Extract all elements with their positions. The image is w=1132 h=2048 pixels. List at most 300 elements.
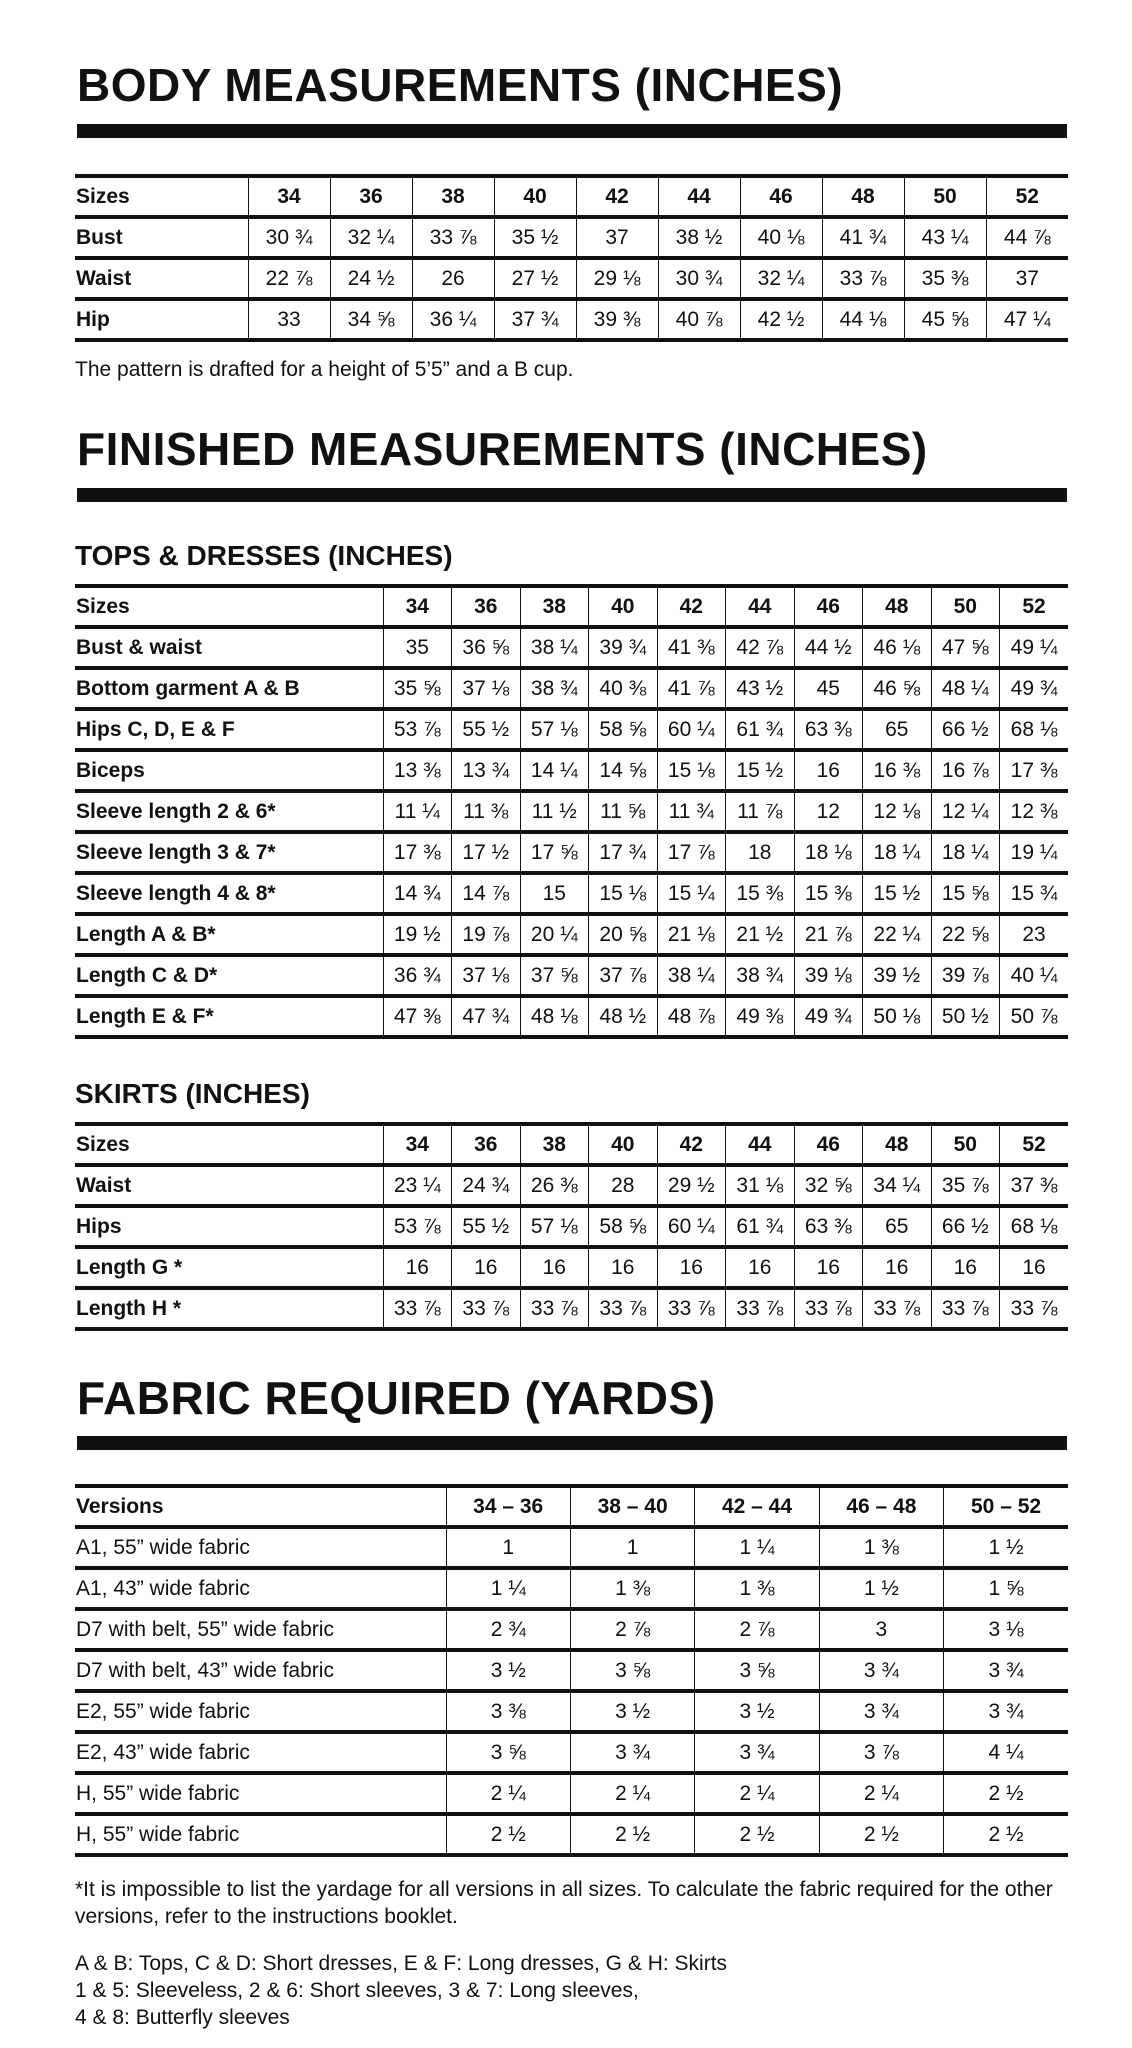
table-cell: 14 ⅞ — [452, 873, 521, 914]
table-cell: 19 ⅞ — [452, 914, 521, 955]
table-cell: 15 ⅜ — [794, 873, 863, 914]
table-cell: 35 ½ — [494, 217, 576, 258]
table-cell: 3 ⅝ — [695, 1650, 819, 1691]
table-cell: 37 ⅜ — [1000, 1165, 1069, 1206]
table-cell: 17 ⅜ — [383, 832, 452, 873]
table-cell: 17 ½ — [452, 832, 521, 873]
table-cell: 50 ⅞ — [1000, 996, 1069, 1037]
table-row — [75, 1773, 1068, 1814]
skirts-title: SKIRTS (INCHES) — [75, 1078, 310, 1109]
table-cell: 11 ⅜ — [452, 791, 521, 832]
table-cell: 48 ⅞ — [657, 996, 726, 1037]
table-cell: 32 ¼ — [740, 258, 822, 299]
table-cell: 1 ⅜ — [819, 1527, 943, 1568]
table-row — [75, 299, 1068, 340]
table-cell: 57 ⅛ — [520, 1206, 589, 1247]
table-row — [75, 1165, 1068, 1206]
table-cell: 19 ½ — [383, 914, 452, 955]
table-header-row — [75, 1486, 1068, 1527]
table-cell: 27 ½ — [494, 258, 576, 299]
table-cell: 39 ⅛ — [794, 955, 863, 996]
table-row — [75, 832, 1068, 873]
table-cell: 15 ⅜ — [726, 873, 795, 914]
table-cell: 58 ⅝ — [589, 1206, 658, 1247]
table-cell: 33 ⅞ — [657, 1288, 726, 1329]
column-header: 46 — [740, 176, 822, 217]
table-cell: 39 ⅜ — [576, 299, 658, 340]
table-cell: 65 — [863, 709, 932, 750]
table-cell: 13 ¾ — [452, 750, 521, 791]
table-cell: 42 ½ — [740, 299, 822, 340]
column-header: 40 — [589, 1124, 658, 1165]
table-cell: 30 ¾ — [658, 258, 740, 299]
table-cell: 3 ¾ — [819, 1650, 943, 1691]
table-row — [75, 1650, 1068, 1691]
table-cell: 16 — [657, 1247, 726, 1288]
row-label: D7 with belt, 43” wide fabric — [75, 1650, 446, 1691]
table-cell: 18 ¼ — [863, 832, 932, 873]
column-header: 42 — [657, 586, 726, 627]
table-cell: 42 ⅞ — [726, 627, 795, 668]
table-cell: 49 ¾ — [794, 996, 863, 1037]
table-cell: 21 ½ — [726, 914, 795, 955]
table-cell: 46 ⅝ — [863, 668, 932, 709]
row-label: Hips C, D, E & F — [75, 709, 383, 750]
table-cell: 21 ⅞ — [794, 914, 863, 955]
legend-line: 1 & 5: Sleeveless, 2 & 6: Short sleeves, 3 & 7: Long sleeves, — [75, 1979, 639, 2002]
table-cell: 15 ⅝ — [931, 873, 1000, 914]
column-header: 46 — [794, 586, 863, 627]
table-cell: 12 — [794, 791, 863, 832]
body-measurements-table — [75, 174, 1068, 342]
table-cell: 40 ⅜ — [589, 668, 658, 709]
table-cell: 15 ½ — [863, 873, 932, 914]
table-cell: 16 — [794, 750, 863, 791]
skirts-table — [75, 1122, 1068, 1331]
column-header: 42 – 44 — [695, 1486, 819, 1527]
table-cell: 15 ⅛ — [657, 750, 726, 791]
row-label: H, 55” wide fabric — [75, 1773, 446, 1814]
table-cell: 49 ⅜ — [726, 996, 795, 1037]
table-cell: 16 — [589, 1247, 658, 1288]
table-cell: 20 ⅝ — [589, 914, 658, 955]
column-header: 34 — [248, 176, 330, 217]
column-header-label: Sizes — [75, 1124, 383, 1165]
table-cell: 61 ¾ — [726, 709, 795, 750]
table-cell: 2 ½ — [944, 1773, 1068, 1814]
table-cell: 1 — [570, 1527, 694, 1568]
table-cell: 33 ⅞ — [520, 1288, 589, 1329]
column-header: 44 — [726, 1124, 795, 1165]
table-cell: 3 ¾ — [695, 1732, 819, 1773]
column-header: 42 — [657, 1124, 726, 1165]
table-cell: 13 ⅜ — [383, 750, 452, 791]
column-header: 52 — [1000, 1124, 1069, 1165]
row-label: H, 55” wide fabric — [75, 1814, 446, 1855]
table-row — [75, 1691, 1068, 1732]
column-header: 46 — [794, 1124, 863, 1165]
table-cell: 3 ⅛ — [944, 1609, 1068, 1650]
table-cell: 14 ⅝ — [589, 750, 658, 791]
column-header: 38 — [520, 586, 589, 627]
table-cell: 33 ⅞ — [931, 1288, 1000, 1329]
table-cell: 2 ½ — [819, 1814, 943, 1855]
row-label: Waist — [75, 1165, 383, 1206]
tops-dresses-table — [75, 584, 1068, 1039]
table-cell: 50 ⅛ — [863, 996, 932, 1037]
table-cell: 2 ½ — [944, 1814, 1068, 1855]
row-label: Sleeve length 2 & 6* — [75, 791, 383, 832]
table-cell: 37 — [986, 258, 1068, 299]
table-cell: 15 ⅛ — [589, 873, 658, 914]
row-label: A1, 55” wide fabric — [75, 1527, 446, 1568]
table-cell: 1 — [446, 1527, 570, 1568]
legend-line: A & B: Tops, C & D: Short dresses, E & F: Long dresses, G & H: Skirts — [75, 1952, 728, 1975]
table-cell: 44 ½ — [794, 627, 863, 668]
table-cell: 33 ⅞ — [726, 1288, 795, 1329]
table-cell: 26 ⅜ — [520, 1165, 589, 1206]
table-cell: 47 ⅜ — [383, 996, 452, 1037]
row-label: Hips — [75, 1206, 383, 1247]
table-cell: 3 ¾ — [819, 1691, 943, 1732]
table-cell: 3 ⅝ — [570, 1650, 694, 1691]
table-cell: 16 — [863, 1247, 932, 1288]
column-header: 44 — [726, 586, 795, 627]
table-cell: 2 ¼ — [446, 1773, 570, 1814]
table-cell: 33 ⅞ — [794, 1288, 863, 1329]
table-cell: 2 ½ — [446, 1814, 570, 1855]
table-cell: 3 ⅜ — [446, 1691, 570, 1732]
row-label: Bust — [75, 217, 248, 258]
table-cell: 31 ⅛ — [726, 1165, 795, 1206]
column-header: 50 – 52 — [944, 1486, 1068, 1527]
table-cell: 63 ⅜ — [794, 1206, 863, 1247]
table-cell: 16 — [931, 1247, 1000, 1288]
table-cell: 17 ⅞ — [657, 832, 726, 873]
table-cell: 4 ¼ — [944, 1732, 1068, 1773]
table-cell: 66 ½ — [931, 1206, 1000, 1247]
table-cell: 22 ⅝ — [931, 914, 1000, 955]
table-cell: 21 ⅛ — [657, 914, 726, 955]
table-cell: 1 ½ — [819, 1568, 943, 1609]
row-label: Biceps — [75, 750, 383, 791]
column-header: 38 — [520, 1124, 589, 1165]
table-cell: 1 ¼ — [695, 1527, 819, 1568]
table-cell: 33 ⅞ — [412, 217, 494, 258]
column-header: 48 — [863, 586, 932, 627]
table-row — [75, 668, 1068, 709]
table-cell: 1 ⅝ — [944, 1568, 1068, 1609]
table-cell: 15 ¾ — [1000, 873, 1069, 914]
table-cell: 32 ¼ — [330, 217, 412, 258]
table-cell: 58 ⅝ — [589, 709, 658, 750]
row-label: Sleeve length 4 & 8* — [75, 873, 383, 914]
table-cell: 37 — [576, 217, 658, 258]
row-label: Length A & B* — [75, 914, 383, 955]
table-cell: 53 ⅞ — [383, 709, 452, 750]
table-cell: 38 ¼ — [657, 955, 726, 996]
table-cell: 63 ⅜ — [794, 709, 863, 750]
table-cell: 38 ½ — [658, 217, 740, 258]
table-cell: 35 ⅜ — [904, 258, 986, 299]
table-cell: 2 ¼ — [695, 1773, 819, 1814]
row-label: A1, 43” wide fabric — [75, 1568, 446, 1609]
row-label: Length G * — [75, 1247, 383, 1288]
column-header: 40 — [494, 176, 576, 217]
table-cell: 3 — [819, 1609, 943, 1650]
table-cell: 55 ½ — [452, 709, 521, 750]
table-row — [75, 1609, 1068, 1650]
column-header: 36 — [452, 586, 521, 627]
row-label: Length C & D* — [75, 955, 383, 996]
table-cell: 43 ½ — [726, 668, 795, 709]
table-cell: 33 ⅞ — [383, 1288, 452, 1329]
row-label: E2, 55” wide fabric — [75, 1691, 446, 1732]
table-cell: 16 — [1000, 1247, 1069, 1288]
table-cell: 29 ½ — [657, 1165, 726, 1206]
table-cell: 57 ⅛ — [520, 709, 589, 750]
table-row — [75, 1814, 1068, 1855]
column-header: 50 — [931, 586, 1000, 627]
column-header: 52 — [1000, 586, 1069, 627]
finished-measurements-title: FINISHED MEASUREMENTS (INCHES) — [77, 423, 928, 475]
table-cell: 11 ⅞ — [726, 791, 795, 832]
table-cell: 2 ½ — [570, 1814, 694, 1855]
table-cell: 33 ⅞ — [452, 1288, 521, 1329]
table-cell: 16 ⅞ — [931, 750, 1000, 791]
column-header: 42 — [576, 176, 658, 217]
column-header: 52 — [986, 176, 1068, 217]
table-cell: 12 ⅜ — [1000, 791, 1069, 832]
table-row — [75, 955, 1068, 996]
table-cell: 18 ⅛ — [794, 832, 863, 873]
column-header: 44 — [658, 176, 740, 217]
table-cell: 16 — [520, 1247, 589, 1288]
table-cell: 2 ⅞ — [570, 1609, 694, 1650]
column-header: 36 — [452, 1124, 521, 1165]
table-cell: 16 ⅜ — [863, 750, 932, 791]
table-cell: 35 ⅞ — [931, 1165, 1000, 1206]
table-cell: 19 ¼ — [1000, 832, 1069, 873]
table-cell: 34 ¼ — [863, 1165, 932, 1206]
table-cell: 18 — [726, 832, 795, 873]
table-cell: 2 ¼ — [819, 1773, 943, 1814]
table-row — [75, 1206, 1068, 1247]
table-cell: 33 — [248, 299, 330, 340]
column-header-label: Sizes — [75, 586, 383, 627]
tops-dresses-title: TOPS & DRESSES (INCHES) — [75, 540, 453, 571]
table-cell: 60 ¼ — [657, 1206, 726, 1247]
table-cell: 1 ⅜ — [695, 1568, 819, 1609]
table-cell: 29 ⅛ — [576, 258, 658, 299]
table-header-row — [75, 586, 1068, 627]
table-cell: 11 ¼ — [383, 791, 452, 832]
column-header: 50 — [904, 176, 986, 217]
table-cell: 18 ¼ — [931, 832, 1000, 873]
table-row — [75, 750, 1068, 791]
table-cell: 23 ¼ — [383, 1165, 452, 1206]
table-row — [75, 1527, 1068, 1568]
fabric-footnote: *It is impossible to list the yardage for all versions in all sizes. To calculate the fabric required for the other versions, refer to the instructions booklet. — [75, 1878, 1053, 1928]
row-label: Waist — [75, 258, 248, 299]
column-header: 50 — [931, 1124, 1000, 1165]
fabric-required-title: FABRIC REQUIRED (YARDS) — [77, 1372, 716, 1424]
table-cell: 22 ¼ — [863, 914, 932, 955]
column-header: 38 — [412, 176, 494, 217]
table-cell: 14 ¾ — [383, 873, 452, 914]
table-cell: 47 ¼ — [986, 299, 1068, 340]
table-cell: 35 ⅝ — [383, 668, 452, 709]
table-cell: 26 — [412, 258, 494, 299]
table-cell: 35 — [383, 627, 452, 668]
table-cell: 39 ½ — [863, 955, 932, 996]
section-rule — [77, 124, 1067, 138]
table-cell: 15 ¼ — [657, 873, 726, 914]
row-label: Bottom garment A & B — [75, 668, 383, 709]
table-cell: 12 ¼ — [931, 791, 1000, 832]
table-row — [75, 1247, 1068, 1288]
table-cell: 3 ¾ — [570, 1732, 694, 1773]
table-cell: 1 ¼ — [446, 1568, 570, 1609]
table-header-row — [75, 176, 1068, 217]
table-cell: 17 ⅜ — [1000, 750, 1069, 791]
column-header: 34 – 36 — [446, 1486, 570, 1527]
row-label: Length E & F* — [75, 996, 383, 1037]
table-cell: 12 ⅛ — [863, 791, 932, 832]
table-cell: 3 ½ — [695, 1691, 819, 1732]
table-cell: 43 ¼ — [904, 217, 986, 258]
table-cell: 15 — [520, 873, 589, 914]
table-cell: 36 ¼ — [412, 299, 494, 340]
table-cell: 68 ⅛ — [1000, 709, 1069, 750]
table-cell: 45 ⅝ — [904, 299, 986, 340]
table-cell: 44 ⅛ — [822, 299, 904, 340]
table-cell: 33 ⅞ — [1000, 1288, 1069, 1329]
table-cell: 45 — [794, 668, 863, 709]
table-cell: 33 ⅞ — [589, 1288, 658, 1329]
table-cell: 28 — [589, 1165, 658, 1206]
table-row — [75, 914, 1068, 955]
table-row — [75, 217, 1068, 258]
table-cell: 32 ⅝ — [794, 1165, 863, 1206]
table-cell: 16 — [794, 1247, 863, 1288]
table-cell: 44 ⅞ — [986, 217, 1068, 258]
table-cell: 16 — [383, 1247, 452, 1288]
table-cell: 33 ⅞ — [822, 258, 904, 299]
table-cell: 30 ¾ — [248, 217, 330, 258]
column-header: 34 — [383, 586, 452, 627]
table-cell: 24 ½ — [330, 258, 412, 299]
table-cell: 11 ½ — [520, 791, 589, 832]
table-cell: 60 ¼ — [657, 709, 726, 750]
table-cell: 3 ⅞ — [819, 1732, 943, 1773]
column-header: 46 – 48 — [819, 1486, 943, 1527]
column-header: 48 — [863, 1124, 932, 1165]
table-cell: 2 ⅞ — [695, 1609, 819, 1650]
table-cell: 40 ⅞ — [658, 299, 740, 340]
table-cell: 48 ¼ — [931, 668, 1000, 709]
table-cell: 37 ⅝ — [520, 955, 589, 996]
body-measurements-title: BODY MEASUREMENTS (INCHES) — [77, 59, 844, 111]
table-cell: 36 ¾ — [383, 955, 452, 996]
table-cell: 11 ¾ — [657, 791, 726, 832]
table-cell: 68 ⅛ — [1000, 1206, 1069, 1247]
table-cell: 55 ½ — [452, 1206, 521, 1247]
table-cell: 61 ¾ — [726, 1206, 795, 1247]
table-cell: 16 — [452, 1247, 521, 1288]
table-cell: 15 ½ — [726, 750, 795, 791]
table-cell: 14 ¼ — [520, 750, 589, 791]
table-cell: 16 — [726, 1247, 795, 1288]
table-cell: 3 ½ — [446, 1650, 570, 1691]
row-label: Sleeve length 3 & 7* — [75, 832, 383, 873]
table-cell: 2 ¾ — [446, 1609, 570, 1650]
table-cell: 66 ½ — [931, 709, 1000, 750]
row-label: Hip — [75, 299, 248, 340]
table-cell: 39 ⅞ — [931, 955, 1000, 996]
table-cell: 40 ¼ — [1000, 955, 1069, 996]
table-cell: 36 ⅝ — [452, 627, 521, 668]
table-cell: 17 ¾ — [589, 832, 658, 873]
table-row — [75, 1288, 1068, 1329]
fabric-required-table — [75, 1484, 1068, 1857]
table-cell: 37 ⅛ — [452, 955, 521, 996]
table-cell: 3 ¾ — [944, 1650, 1068, 1691]
table-cell: 41 ¾ — [822, 217, 904, 258]
table-cell: 24 ¾ — [452, 1165, 521, 1206]
column-header: 36 — [330, 176, 412, 217]
table-cell: 65 — [863, 1206, 932, 1247]
table-row — [75, 873, 1068, 914]
table-row — [75, 627, 1068, 668]
table-cell: 47 ¾ — [452, 996, 521, 1037]
table-cell: 3 ¾ — [944, 1691, 1068, 1732]
table-cell: 1 ⅜ — [570, 1568, 694, 1609]
table-cell: 37 ⅛ — [452, 668, 521, 709]
table-row — [75, 996, 1068, 1037]
table-cell: 49 ¼ — [1000, 627, 1069, 668]
table-cell: 38 ¾ — [726, 955, 795, 996]
section-rule — [77, 488, 1067, 502]
table-cell: 33 ⅞ — [863, 1288, 932, 1329]
height-note: The pattern is drafted for a height of 5’5” and a B cup. — [75, 358, 574, 381]
table-cell: 1 ½ — [944, 1527, 1068, 1568]
legend-line: 4 & 8: Butterfly sleeves — [75, 2006, 290, 2029]
table-row — [75, 791, 1068, 832]
table-cell: 37 ¾ — [494, 299, 576, 340]
row-label: Bust & waist — [75, 627, 383, 668]
column-header: 40 — [589, 586, 658, 627]
column-header-label: Versions — [75, 1486, 446, 1527]
table-cell: 49 ¾ — [1000, 668, 1069, 709]
table-cell: 38 ¼ — [520, 627, 589, 668]
table-row — [75, 258, 1068, 299]
column-header-label: Sizes — [75, 176, 248, 217]
table-row — [75, 709, 1068, 750]
table-cell: 2 ½ — [695, 1814, 819, 1855]
table-cell: 38 ¾ — [520, 668, 589, 709]
table-cell: 22 ⅞ — [248, 258, 330, 299]
table-cell: 11 ⅝ — [589, 791, 658, 832]
table-cell: 50 ½ — [931, 996, 1000, 1037]
table-cell: 39 ¾ — [589, 627, 658, 668]
table-cell: 23 — [1000, 914, 1069, 955]
row-label: Length H * — [75, 1288, 383, 1329]
table-cell: 37 ⅞ — [589, 955, 658, 996]
table-cell: 3 ⅝ — [446, 1732, 570, 1773]
table-cell: 48 ½ — [589, 996, 658, 1037]
section-rule — [77, 1436, 1067, 1450]
